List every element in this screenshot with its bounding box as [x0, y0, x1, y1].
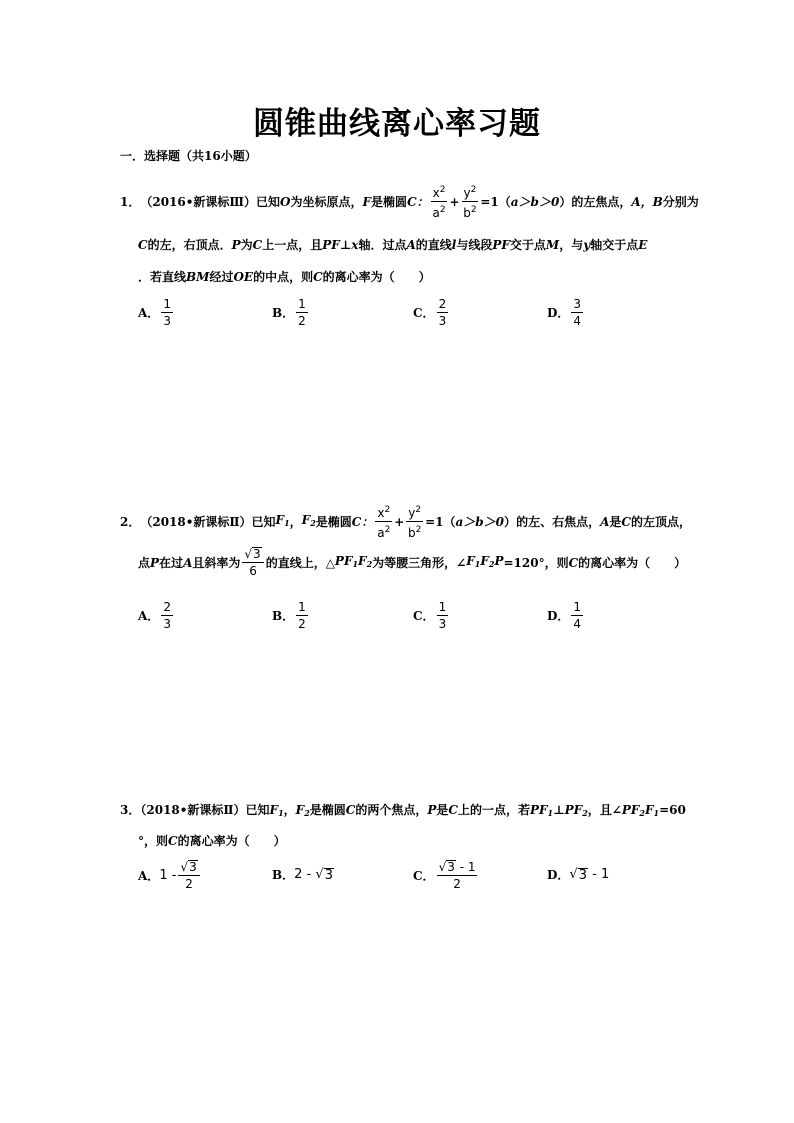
q2-option-c[interactable]: C． $\frac{1}{3}$ [413, 600, 447, 631]
q2-option-d[interactable]: D． $\frac{1}{4}$ [547, 600, 582, 631]
q3-option-d[interactable]: D． √ 3 - 1 [547, 867, 610, 883]
q1-frac-y: $\frac{y^2}{b^2}$ [463, 185, 477, 220]
q3-option-b[interactable]: B． 2 - √ 3 [272, 867, 333, 883]
q2-option-b[interactable]: B． $\frac{1}{2}$ [272, 600, 306, 631]
q3-line2: °，则C的离心率为（ ） [138, 834, 286, 848]
q3-line1: 3．（2018•新课标Ⅱ）已知$F_1$，$F_2$是椭圆C的两个焦点，P是C上的一点，若$PF_1\perp PF_2$，且$\angle PF_2F_1=60$ [120, 803, 686, 818]
q1-option-b[interactable]: B． $\frac{1}{2}$ [272, 297, 306, 328]
q2-option-a[interactable]: A． $\frac{2}{3}$ [138, 600, 171, 631]
page-title: 圆锥曲线离心率习题 [253, 106, 541, 142]
q1-line1: 1． （2016•新课标Ⅲ）已知 O 为坐标原点， F 是椭圆 C： $\frac{x^2}{a^2}$ + $\frac{y^2}{b^2}$ =1（ a＞b＞0 ）的左焦点， A，B 分别为 [120, 185, 699, 220]
section-heading: 一．选择题（共16小题） [120, 149, 257, 163]
q2-line1: 2． （2018•新课标Ⅱ）已知 $F_1$ ， $F_2$ 是椭圆 C： $\frac{x^2}{a^2}$ + $\frac{y^2}{b^2}$ =1（ a＞b＞0 ） 的左、右焦点， A 是 C 的左顶点， [120, 505, 691, 540]
q1-option-d[interactable]: D． $\frac{3}{4}$ [547, 297, 582, 328]
q1-line2: C的左，右顶点．P为C上一点，且PF⊥x轴．过点A的直线l与线段PF交于点M，与y轴交于点E [138, 238, 648, 252]
q1-option-c[interactable]: C． $\frac{2}{3}$ [413, 297, 447, 328]
q3-option-c[interactable]: C． $\frac{√3 - 1}{2}$ [413, 860, 476, 891]
q2-line2: 点 P 在过 A 且斜率为 $\frac{√3}{6}$ 的直线上，△ $PF_1F_2$ 为等腰三角形，∠ $F_1F_2P$ =120°，则 C 的离心率为（ ） [138, 547, 687, 578]
q1-option-a[interactable]: A． $\frac{1}{3}$ [138, 297, 171, 328]
q1-line3: ．若直线BM经过OE的中点，则C的离心率为（ ） [138, 270, 431, 284]
q1-frac-x: $\frac{x^2}{a^2}$ [432, 185, 446, 220]
q3-option-a[interactable]: A． 1 - $\frac{√3}{2}$ [138, 860, 202, 891]
